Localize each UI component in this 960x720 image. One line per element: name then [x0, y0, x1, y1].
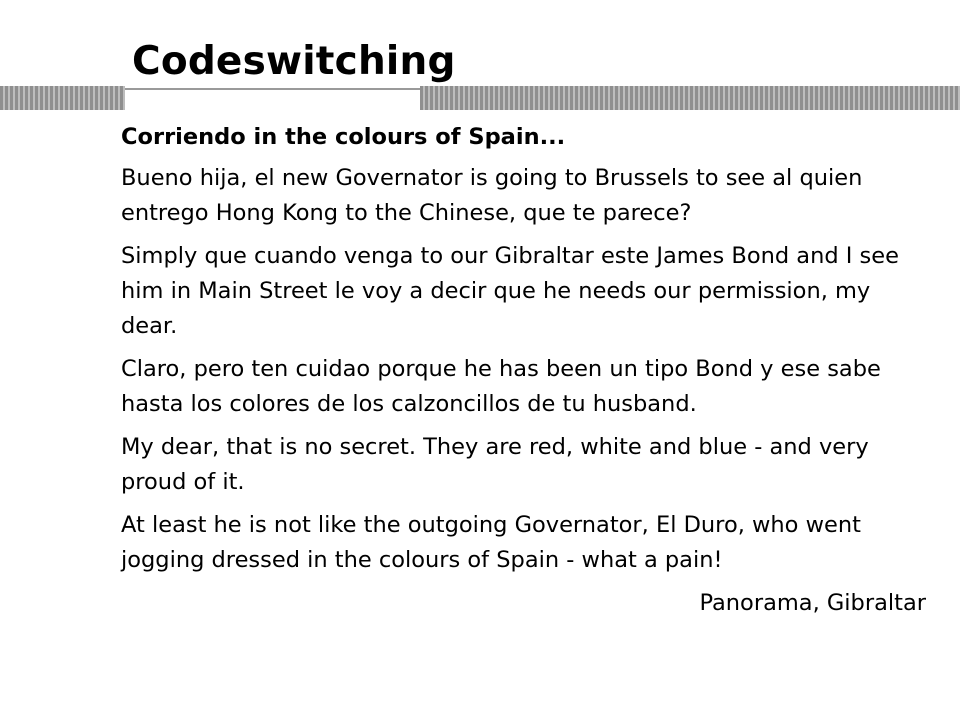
- paragraph-4: My dear, that is no secret. They are red, white and blue - and very proud of it.: [121, 434, 869, 495]
- paragraph-5: At least he is not like the outgoing Governator, El Duro, who went jogging dressed in the colours of Spain - what a pain!: [121, 512, 861, 573]
- slide-body: [121, 120, 926, 629]
- title-rule-left-segment: [0, 86, 125, 110]
- title-rule-right-segment: [420, 86, 960, 110]
- paragraph-3: Claro, pero ten cuidao porque he has been un tipo Bond y ese sabe hasta los colores de los calzoncillos de tu husband.: [121, 356, 881, 417]
- paragraph-2: Simply que cuando venga to our Gibraltar este James Bond and I see him in Main Street le voy a decir que he needs our permission, my dear.: [121, 243, 899, 339]
- source-attribution: Panorama, Gibraltar: [699, 590, 926, 616]
- paragraph-1: Bueno hija, el new Governator is going to Brussels to see al quien entrego Hong Kong to the Chinese, que te parece?: [121, 165, 863, 226]
- lead-heading: Corriendo in the colours of Spain...: [121, 124, 566, 150]
- slide-title: Codeswitching: [132, 39, 456, 84]
- title-underline-bar: [0, 86, 960, 110]
